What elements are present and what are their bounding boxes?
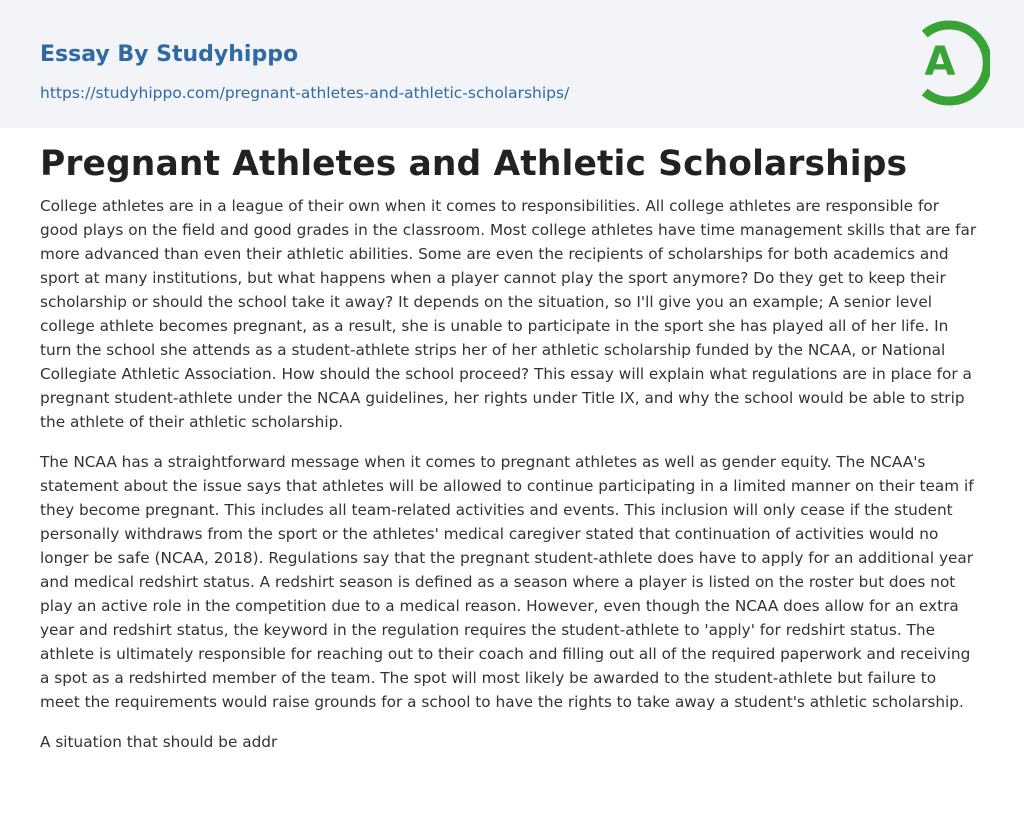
essay-body bbox=[40, 194, 980, 770]
page-title: Pregnant Athletes and Athletic Scholarships bbox=[40, 144, 908, 184]
essay-paragraph: The NCAA has a straightforward message when it comes to pregnant athletes as well as gender equity. The NCAA's statement about the issue says that athletes will be allowed to continue participating in a limited manner on their team if they become pregnant. This includes all team-related activities and events. This inclusion will only cease if the student personally withdraws from the sport or the athletes' medical caregiver stated that continuation of activities would no longer be safe (NCAA, 2018). Regulations say that the pregnant student-athlete does have to apply for an additional year and medical redshirt status. A redshirt season is defined as a season where a player is listed on the roster but does not play an active role in the competition due to a medical reason. However, even though the NCAA does allow for an extra year and redshirt status, the keyword in the regulation requires the student-athlete to 'apply' for redshirt status. The athlete is ultimately responsible for reaching out to their coach and filling out all of the required paperwork and receiving a spot as a redshirted member of the team. The spot will most likely be awarded to the student-athlete but failure to meet the requirements would raise grounds for a school to have the rights to take away a student's athletic scholarship. bbox=[40, 453, 974, 711]
studyhippo-logo-icon[interactable] bbox=[900, 18, 990, 108]
logo-letter: A bbox=[924, 39, 956, 85]
site-header bbox=[0, 0, 1024, 128]
site-brand[interactable]: Essay By Studyhippo bbox=[40, 42, 299, 67]
essay-url-link[interactable]: https://studyhippo.com/pregnant-athletes-and-athletic-scholarships/ bbox=[40, 84, 570, 102]
essay-paragraph: A situation that should be addr bbox=[40, 733, 278, 751]
essay-paragraph: College athletes are in a league of their own when it comes to responsibilities. All college athletes are responsible for good plays on the field and good grades in the classroom. Most college athletes have time management skills that are far more advanced than even their athletic abilities. Some are even the recipients of scholarships for both academics and sport at many institutions, but what happens when a player cannot play the sport anymore? Do they get to keep their scholarship or should the school take it away? It depends on the situation, so I'll give you an example; A senior level college athlete becomes pregnant, as a result, she is unable to participate in the sport she has played all of her life. In turn the school she attends as a student-athlete strips her of her athletic scholarship funded by the NCAA, or National Collegiate Athletic Association. How should the school proceed? This essay will explain what regulations are in place for a pregnant student-athlete under the NCAA guidelines, her rights under Title IX, and why the school would be able to strip the athlete of their athletic scholarship. bbox=[40, 197, 977, 431]
